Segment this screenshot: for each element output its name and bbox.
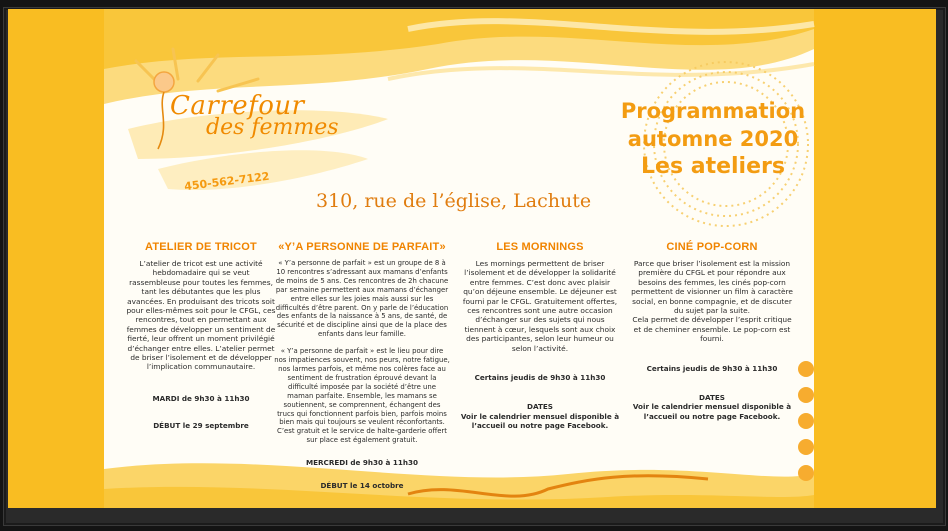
column-body: Parce que briser l’isolement est la mission première du CFGL et pour répondre aux besoins des femmes, les cinés pop-corn permettent de visionner un film à caractère social, en bonne compagnie, et de discuter du sujet par la suite. [631, 259, 793, 316]
program-title-line-3: Les ateliers [641, 154, 785, 179]
column-tricot [126, 241, 276, 431]
logo-line-1: Carrefour [170, 91, 305, 121]
program-title-line-2: automne 2020 [627, 127, 799, 151]
dot-icon [798, 465, 814, 481]
column-title: CINÉ POP-CORN [666, 241, 758, 253]
column-schedule: Certains jeudis de 9h30 à 11h30 [646, 363, 778, 373]
program-title-line-1: Programmation [620, 99, 806, 123]
column-dates-title: DATES [699, 393, 725, 403]
address: 310, rue de l’église, Lachute [316, 190, 592, 212]
logo-line-2: des femmes [206, 115, 339, 140]
column-body-2: « Y’a personne de parfait » est le lieu pour dire nos impatiences souvent, nos peurs, notre fatigue, nos larmes parfois, et même nos colères face au sentiment de frustration éprouvé devant la difficulté imposée par la société d’être une maman parfaite. Ensemble, les mamans se soutiennent, se comprennent, échangent des trucs qui fonctionnent parfois bien, parfois moins bien mais qui toujours se veulent réconfortants. C’est gratuit et le service de halte-garderie offert sur place est également gratuit. [274, 347, 450, 445]
column-start-date: DÉBUT le 29 septembre [153, 421, 249, 431]
dot-icon [798, 361, 814, 377]
column-title: «Y’A PERSONNE DE PARFAIT» [278, 241, 446, 253]
column-schedule: Certains jeudis de 9h30 à 11h30 [474, 373, 606, 383]
column-parfait [274, 241, 450, 491]
column-schedule: MERCREDI de 9h30 à 11h30 [305, 458, 419, 468]
dot-icon [798, 439, 814, 455]
column-body: Les mornings permettent de briser l’isolement et de développer la solidarité entre femmes. C’est donc avec plaisir qu’on déjeune ensemble. Le déjeuner est fourni par le CFGL. Gratuitement offertes, ces rencontres sont une autre occasion d’échanger sur des sujets qui nous tiennent à cœur, lesquels sont aux choix des participantes, selon leur humeur ou selon l’activité. [462, 259, 618, 353]
column-body-2: Cela permet de développer l’esprit critique et de cheminer ensemble. Le pop-corn est fourni. [632, 315, 792, 344]
decorative-dots [798, 361, 814, 491]
column-body: L’atelier de tricot est une activité hebdomadaire qui se veut rassembleuse pour toutes les femmes, tant les débutantes que les plus avancées. En produisant des tricots soit pour elles-mêmes soit pour le CFGL, ces rencontres, tout en permettant aux femmes de développer un sentiment de fierté, leur offrent un moment privilégié d’échanger entre elles. L’atelier permet de briser l’isolement et de développer l’implication communautaire. [126, 259, 276, 372]
column-schedule: MARDI de 9h30 à 11h30 [152, 393, 250, 403]
phone-number: 450-562-7122 [183, 169, 271, 194]
program-title [608, 97, 818, 181]
column-cine [630, 241, 794, 421]
column-title: ATELIER DE TRICOT [145, 241, 257, 253]
poster [8, 9, 936, 508]
column-dates-body: Voir le calendrier mensuel disponible à l’accueil ou notre page Facebook. [460, 411, 620, 431]
column-mornings [460, 241, 620, 431]
dot-icon [798, 413, 814, 429]
dot-icon [798, 387, 814, 403]
column-dates-body: Voir le calendrier mensuel disponible à l’accueil ou notre page Facebook. [632, 402, 792, 421]
column-title: LES MORNINGS [496, 241, 584, 253]
column-start-date: DÉBUT le 14 octobre [320, 481, 404, 491]
column-dates-title: DATES [527, 402, 553, 412]
column-body: « Y’a personne de parfait » est un groupe de 8 à 10 rencontres s’adressant aux mamans d’enfants de moins de 5 ans. Ces rencontres de 2h chacune par semaine permettent aux mamans d’échanger entre elles sur les joies mais aussi sur les difficultés d’être parent. On y parle de l’éducation des enfants de la naissance à 5 ans, de santé, de sécurité et de discipline ainsi que de la place des enfants dans leur famille. [275, 259, 449, 339]
